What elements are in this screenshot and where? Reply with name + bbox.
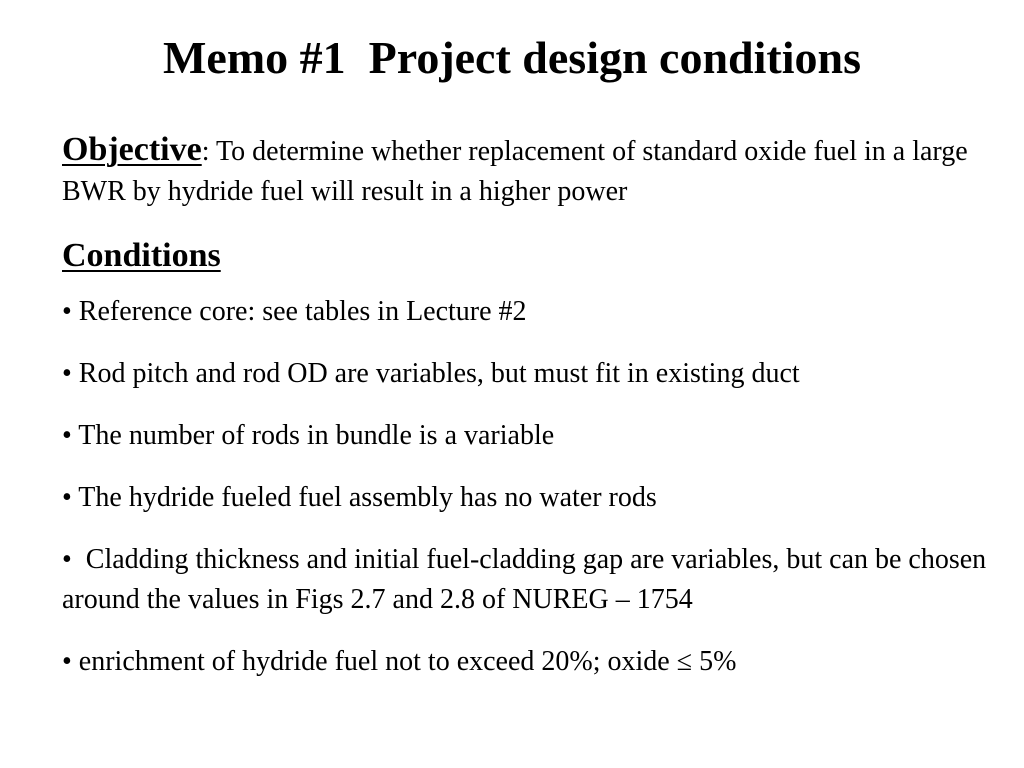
slide-title: Memo #1 Project design conditions (162, 32, 862, 83)
conditions-heading-label: Conditions (62, 237, 221, 274)
objective-paragraph (62, 130, 1002, 212)
objective-heading: Objective (62, 131, 202, 168)
condition-item-enrichment: • enrichment of hydride fuel not to exceed 20%; oxide ≤ 5% (62, 646, 737, 677)
conditions-heading (62, 234, 1002, 278)
slide-body (62, 130, 1002, 682)
conditions-list (62, 292, 1002, 682)
condition-item-cladding: • Cladding thickness and initial fuel-cladding gap are variables, but can be chosen around the values in Figs 2.7 and 2.8 of NUREG – 1754 (62, 544, 994, 615)
condition-item-rod-pitch: • Rod pitch and rod OD are variables, but must fit in existing duct (62, 358, 800, 389)
condition-item-water-rods: • The hydride fueled fuel assembly has no water rods (62, 482, 657, 513)
objective-separator: : (201, 136, 210, 167)
condition-item-rod-count: • The number of rods in bundle is a variable (62, 420, 555, 451)
objective-text: To determine whether replacement of standard oxide fuel in a large BWR by hydride fuel will result in a higher power (62, 136, 968, 207)
condition-item-reference-core: • Reference core: see tables in Lecture #2 (62, 296, 527, 327)
